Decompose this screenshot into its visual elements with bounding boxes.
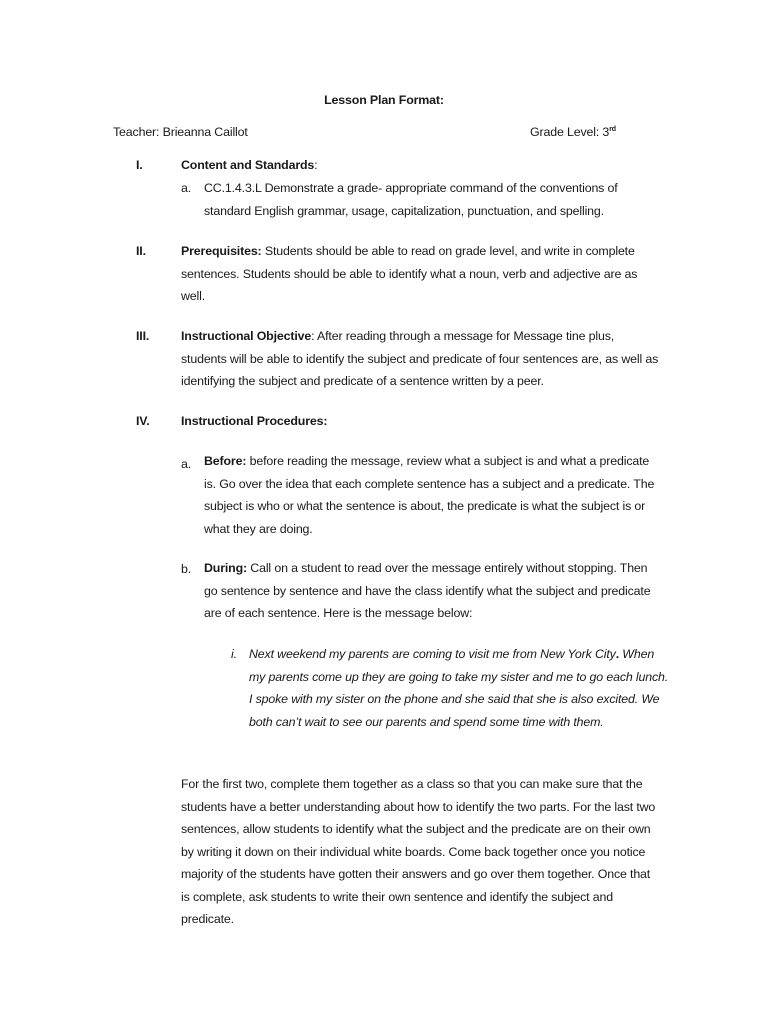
- section-text: Students should be able to read on grade level, and write in complete sentences. Students should be able to identify what a noun, verb and adjective are as well.: [181, 244, 638, 303]
- section-numeral-3: III.: [136, 329, 150, 343]
- section-heading-content-standards: [181, 154, 661, 177]
- section-heading-procedures: [181, 410, 661, 433]
- section-label: Prerequisites:: [181, 244, 262, 258]
- procedure-text: before reading the message, review what a subject is and what a predicate is. Go over the idea that each complete sentence has a subject and a predicate. The subject is who or what the sentence is about, the predicate is what the subject is or what they are doing.: [204, 454, 655, 536]
- section-label: Instructional Objective: [181, 329, 312, 343]
- item-letter: a.: [181, 457, 192, 471]
- section-prerequisites: [181, 240, 661, 308]
- grade-level-label: Grade Level: 3: [530, 125, 610, 139]
- procedure-label: During:: [204, 561, 247, 575]
- message-period: .: [615, 647, 619, 661]
- document-title: Lesson Plan Format:: [324, 93, 444, 107]
- message-rest: When my parents come up they are going to take my sister and me to go each lunch. I spoke with my sister on the phone and she said that she is also excited. We both can’t wait to see our parents and spend some time with them.: [249, 647, 669, 729]
- section-numeral-2: II.: [136, 244, 146, 258]
- message-first-sentence: Next weekend my parents are coming to visit me from New York City: [249, 647, 616, 661]
- message-numeral: i.: [231, 647, 237, 661]
- procedure-before: [204, 450, 664, 540]
- teacher-name: Teacher: Brieanna Caillot: [113, 125, 248, 139]
- grade-level-suffix: rd: [609, 126, 616, 133]
- grade-level: [530, 125, 616, 139]
- closing-paragraph: For the first two, complete them together as a class so that you can make sure that the students have a better understanding about how to identify the two parts. For the last two sentences, allow students to identify what the subject and the predicate are on their own by writing it down on their individual white boards. Come back together once you notice majority of the students have gotten their answers and go over them together. Once that is complete, ask students to write their own sentence and identify the subject and predicate.: [181, 777, 656, 926]
- procedure-text: Call on a student to read over the message entirely without stopping. Then go sentence by sentence and have the class identify what the subject and predicate are of each sentence. Here is the message below:: [204, 561, 651, 620]
- item-letter: b.: [181, 562, 192, 576]
- section-numeral-1: I.: [136, 158, 143, 172]
- message-text: [249, 643, 669, 733]
- standard-text: CC.1.4.3.L Demonstrate a grade- appropriate command of the conventions of standard English grammar, usage, capitalization, punctuation, and spelling.: [204, 181, 618, 218]
- section-objective: [181, 325, 661, 393]
- section-label: Instructional Procedures:: [181, 414, 328, 428]
- item-letter: a.: [181, 181, 192, 195]
- section-text: : After reading through a message for Message tine plus, students will be able to identify the subject and predicate of four sentences are, as well as identifying the subject and predicate of a sentence written by a peer.: [181, 329, 659, 388]
- procedure-during: [204, 557, 664, 625]
- procedure-label: Before:: [204, 454, 247, 468]
- section-numeral-4: IV.: [136, 414, 150, 428]
- section-label-suffix: :: [314, 158, 318, 172]
- section-label: Content and Standards: [181, 158, 315, 172]
